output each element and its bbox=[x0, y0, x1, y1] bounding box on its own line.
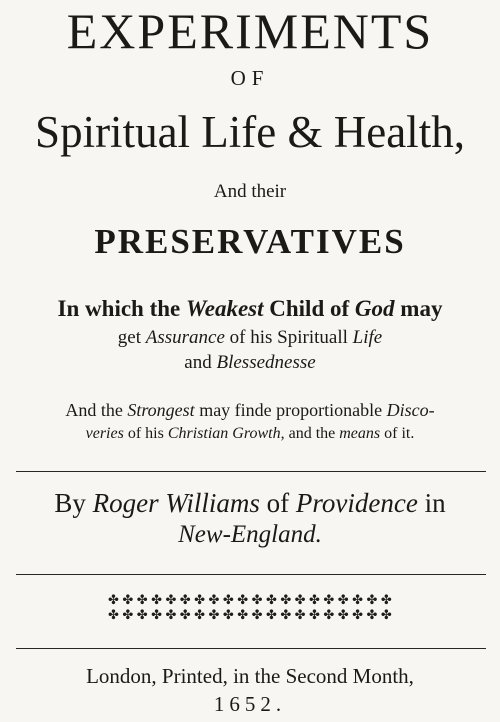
fleuron-icon: ✤ bbox=[294, 607, 306, 622]
fleuron-icon: ✤ bbox=[237, 592, 249, 607]
subtitle-line-4 bbox=[0, 400, 500, 421]
fleuron-icon: ✤ bbox=[280, 592, 292, 607]
fleuron-icon: ✤ bbox=[208, 592, 220, 607]
text-christian-growth: Christian Growth bbox=[167, 425, 281, 442]
fleuron-icon: ✤ bbox=[337, 592, 349, 607]
text-disco: Disco- bbox=[386, 400, 435, 420]
text-and: and bbox=[184, 352, 217, 373]
text-god: God bbox=[354, 296, 395, 321]
text-get: get bbox=[117, 327, 146, 348]
fleuron-icon: ✤ bbox=[237, 607, 249, 622]
ornament-row bbox=[108, 607, 392, 622]
fleuron-icon: ✤ bbox=[165, 592, 177, 607]
fleuron-icon: ✤ bbox=[208, 607, 220, 622]
fleuron-icon: ✤ bbox=[165, 607, 177, 622]
fleuron-icon: ✤ bbox=[366, 607, 378, 622]
subtitle-line-1 bbox=[0, 296, 500, 322]
fleuron-icon: ✤ bbox=[179, 607, 191, 622]
text-child-of: Child of bbox=[263, 296, 355, 321]
text-providence: Providence bbox=[295, 488, 418, 518]
text-in-which: In which the bbox=[57, 296, 186, 321]
fleuron-icon: ✤ bbox=[366, 592, 378, 607]
text-may: may bbox=[394, 296, 443, 321]
imprint-year: 1652. bbox=[213, 692, 287, 716]
divider-rule bbox=[16, 574, 486, 575]
fleuron-icon: ✤ bbox=[380, 592, 392, 607]
subtitle-line-2 bbox=[0, 327, 500, 349]
text-blessednesse: Blessednesse bbox=[216, 352, 316, 373]
text-means: means bbox=[339, 425, 381, 442]
fleuron-icon: ✤ bbox=[194, 607, 206, 622]
fleuron-icon: ✤ bbox=[179, 592, 191, 607]
title-spiritual-life: Spiritual Life & Health, bbox=[35, 107, 465, 157]
author-name: Roger Williams bbox=[92, 488, 260, 518]
fleuron-icon: ✤ bbox=[251, 592, 263, 607]
title-experiments: EXPERIMENTS bbox=[66, 3, 434, 59]
imprint-line: London, Printed, in the Second Month, bbox=[86, 664, 414, 688]
divider-rule bbox=[16, 648, 486, 649]
text-life: Life bbox=[352, 327, 383, 348]
text-and-the: And the bbox=[65, 400, 128, 420]
fleuron-icon: ✤ bbox=[151, 592, 162, 607]
fleuron-icon: ✤ bbox=[352, 592, 364, 607]
text-veries: veries bbox=[85, 425, 124, 442]
fleuron-icon: ✤ bbox=[352, 607, 364, 622]
fleuron-icon: ✤ bbox=[380, 607, 392, 622]
title-preservatives: PRESERVATIVES bbox=[94, 222, 406, 261]
author-line bbox=[0, 488, 500, 519]
text-assurance: Assurance bbox=[145, 327, 225, 348]
text-of-his-spirituall: of his Spirituall bbox=[224, 327, 353, 348]
fleuron-icon: ✤ bbox=[265, 592, 277, 607]
fleuron-icon: ✤ bbox=[309, 607, 320, 622]
fleuron-icon: ✤ bbox=[251, 607, 263, 622]
title-of: OF bbox=[230, 66, 270, 90]
text-by: By bbox=[54, 488, 93, 518]
fleuron-icon: ✤ bbox=[222, 607, 234, 622]
text-author-of: of bbox=[259, 488, 296, 518]
fleuron-icon: ✤ bbox=[309, 592, 320, 607]
text-proportionable: may finde proportionable bbox=[194, 400, 387, 420]
printers-ornament bbox=[108, 592, 392, 622]
fleuron-icon: ✤ bbox=[136, 607, 148, 622]
text-and-the-2: , and the bbox=[280, 425, 340, 442]
fleuron-icon: ✤ bbox=[108, 607, 119, 622]
fleuron-icon: ✤ bbox=[151, 607, 162, 622]
fleuron-icon: ✤ bbox=[294, 592, 306, 607]
text-of-it: of it. bbox=[380, 425, 415, 442]
fleuron-icon: ✤ bbox=[323, 607, 335, 622]
fleuron-icon: ✤ bbox=[108, 592, 119, 607]
fleuron-icon: ✤ bbox=[280, 607, 292, 622]
subtitle-line-3 bbox=[0, 352, 500, 374]
author-place: New-England. bbox=[178, 521, 322, 548]
divider-rule bbox=[16, 471, 486, 472]
text-of-his: of his bbox=[123, 425, 168, 442]
text-strongest: Strongest bbox=[127, 400, 195, 420]
ornament-row bbox=[108, 592, 392, 607]
text-weakest: Weakest bbox=[186, 296, 264, 321]
subtitle-line-5 bbox=[0, 425, 500, 443]
fleuron-icon: ✤ bbox=[265, 607, 277, 622]
title-and-their: And their bbox=[213, 181, 287, 202]
fleuron-icon: ✤ bbox=[136, 592, 148, 607]
fleuron-icon: ✤ bbox=[194, 592, 206, 607]
fleuron-icon: ✤ bbox=[122, 607, 134, 622]
fleuron-icon: ✤ bbox=[337, 607, 349, 622]
fleuron-icon: ✤ bbox=[122, 592, 134, 607]
fleuron-icon: ✤ bbox=[222, 592, 234, 607]
text-in: in bbox=[417, 488, 446, 518]
fleuron-icon: ✤ bbox=[323, 592, 335, 607]
